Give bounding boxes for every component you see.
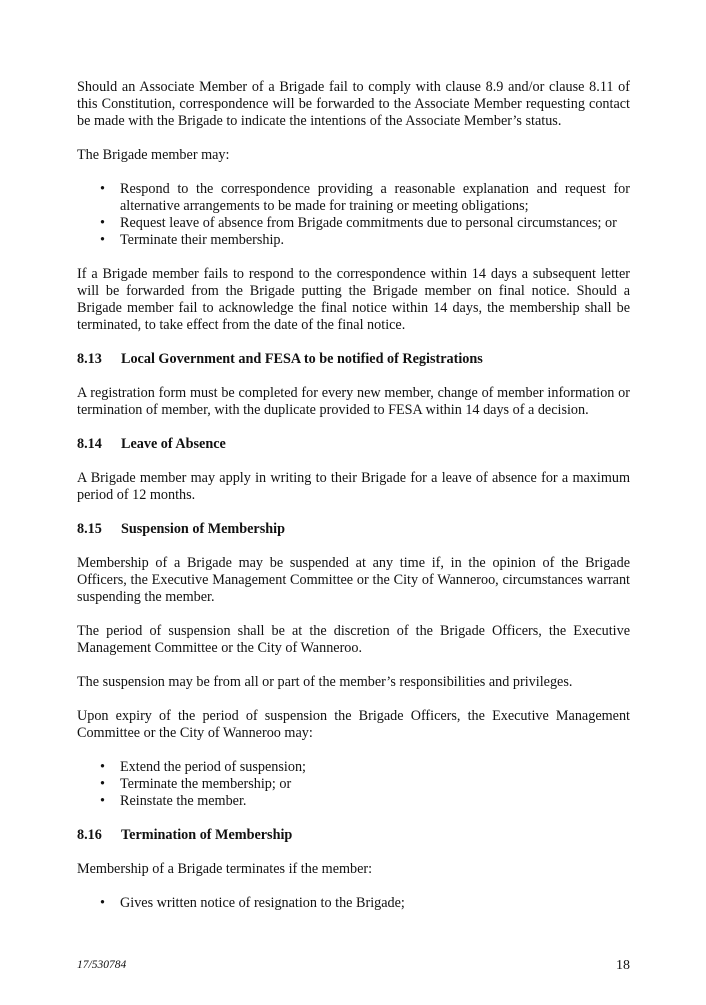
section-heading-8-14 — [77, 436, 630, 453]
section-8-15-body-3: The suspension may be from all or part of the member’s responsibilities and privileges. — [77, 674, 573, 690]
bullet-icon: • — [100, 181, 105, 197]
list-item-text: Gives written notice of resignation to the Brigade; — [120, 895, 405, 911]
bullet-icon: • — [100, 215, 105, 231]
section-8-14-body: A Brigade member may apply in writing to their Brigade for a leave of absence for a maximum period of 12 months. — [77, 470, 630, 503]
document-page — [77, 79, 630, 912]
list-item-text: Terminate their membership. — [120, 232, 285, 248]
member-may-paragraph: The Brigade member may: — [77, 147, 230, 163]
section-8-15-body-2: The period of suspension shall be at the discretion of the Brigade Officers, the Executive Management Committee or the City of Wanneroo. — [77, 623, 630, 656]
list-item — [77, 232, 630, 249]
list-item-text: Terminate the membership; or — [120, 776, 292, 792]
list-item-text: Respond to the correspondence providing a reasonable explanation and request for alternative arrangements to be made for training or meeting obligations; — [120, 181, 630, 214]
list-item — [77, 776, 630, 793]
section-8-15-body-1: Membership of a Brigade may be suspended at any time if, in the opinion of the Brigade Officers, the Executive Management Committee or the City of Wanneroo, circumstances warrant suspending the member. — [77, 555, 630, 605]
final-notice-paragraph: If a Brigade member fails to respond to the correspondence within 14 days a subsequent letter will be forwarded from the Brigade putting the Brigade member on final notice. Should a Brigade member fail to acknowledge the final notice within 14 days, the membership shall be terminated, to take effect from the date of the final notice. — [77, 266, 630, 333]
page-number: 18 — [616, 958, 630, 973]
section-title: Termination of Membership — [121, 827, 293, 843]
section-number: 8.13 — [77, 351, 102, 367]
section-number: 8.15 — [77, 521, 102, 537]
section-8-13-body: A registration form must be completed for every new member, change of member information or termination of member, with the duplicate provided to FESA within 14 days of a decision. — [77, 385, 630, 418]
document-code: 17/530784 — [77, 959, 127, 971]
section-number: 8.16 — [77, 827, 102, 843]
list-item — [77, 181, 630, 215]
section-heading-8-16 — [77, 827, 630, 844]
list-item — [77, 215, 630, 232]
section-number: 8.14 — [77, 436, 102, 452]
bullet-icon: • — [100, 759, 105, 775]
list-item-text: Extend the period of suspension; — [120, 759, 306, 775]
section-title: Suspension of Membership — [121, 521, 285, 537]
bullet-icon: • — [100, 776, 105, 792]
section-title: Leave of Absence — [121, 436, 226, 452]
list-item — [77, 759, 630, 776]
bullet-icon: • — [100, 895, 105, 911]
section-8-15-body-4: Upon expiry of the period of suspension the Brigade Officers, the Executive Management Committee or the City of Wanneroo may: — [77, 708, 630, 741]
list-item — [77, 793, 630, 810]
section-heading-8-13 — [77, 351, 630, 368]
bullet-icon: • — [100, 232, 105, 248]
bullet-icon: • — [100, 793, 105, 809]
list-item-text: Request leave of absence from Brigade commitments due to personal circumstances; or — [120, 215, 617, 231]
suspension-options-list — [77, 759, 630, 810]
member-options-list — [77, 181, 630, 249]
list-item-text: Reinstate the member. — [120, 793, 247, 809]
section-heading-8-15 — [77, 521, 630, 538]
intro-paragraph: Should an Associate Member of a Brigade fail to comply with clause 8.9 and/or clause 8.11 of this Constitution, correspondence will be forwarded to the Associate Member requesting contact be made with the Brigade to indicate the intentions of the Associate Member’s status. — [77, 79, 630, 129]
section-title: Local Government and FESA to be notified of Registrations — [121, 351, 483, 367]
section-8-16-body: Membership of a Brigade terminates if the member: — [77, 861, 373, 877]
list-item — [77, 895, 630, 912]
termination-options-list — [77, 895, 630, 912]
